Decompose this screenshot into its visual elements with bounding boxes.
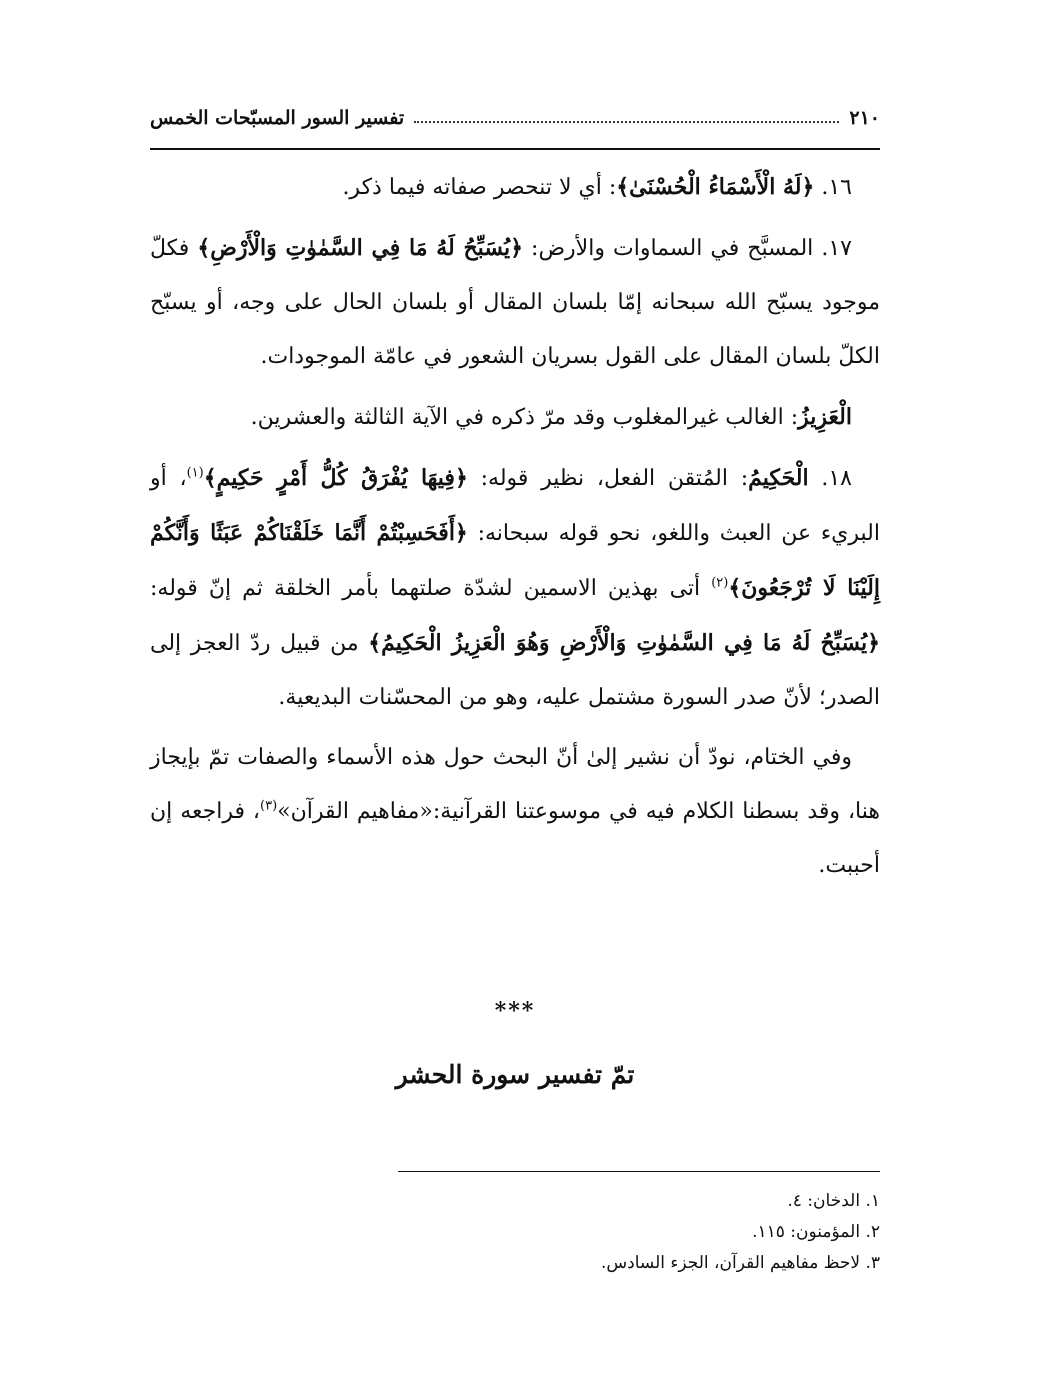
paragraph-text: : أي لا تنحصر صفاته فيما ذكر. xyxy=(342,175,617,200)
paragraph-text: ، فراجعه إن أحببت. xyxy=(150,799,880,878)
quran-verse: ﴿فِيهَا يُفْرَقُ كُلُّ أَمْرٍ حَكِيمٍ﴾ xyxy=(203,465,468,491)
footnote-ref-3[interactable]: (٣) xyxy=(260,798,278,814)
paragraph-text: المسبَّح في السماوات والأرض: xyxy=(522,236,814,261)
running-title: تفسير السور المسبّحات الخمس xyxy=(150,107,405,129)
paragraph-aziz xyxy=(150,390,880,445)
paragraph-16 xyxy=(150,160,880,215)
paragraph-18 xyxy=(150,451,880,725)
footnote-1: ١. الدخان: ٤. xyxy=(787,1191,880,1211)
item-number-17: ١٧. xyxy=(813,236,852,261)
footnote-rule xyxy=(398,1171,880,1172)
quran-verse: ﴿لَهُ الْأَسْمَاءُ الْحُسْنَىٰ﴾ xyxy=(616,174,815,200)
quran-verse: ﴿يُسَبِّحُ لَهُ مَا فِي السَّمٰوٰتِ وَالْأَرْضِ وَهُوَ الْعَزِيزُ الْحَكِيمُ﴾ xyxy=(368,630,881,656)
running-header xyxy=(150,100,880,136)
closing-title: تمّ تفسير سورة الحشر xyxy=(395,1060,635,1089)
quran-verse: ﴿يُسَبِّحُ لَهُ مَا فِي السَّمٰوٰتِ وَالْأَرْضِ﴾ xyxy=(197,235,523,261)
footnote-ref-2[interactable]: (٢) xyxy=(711,575,729,591)
paragraph-text: : المُتقن الفعل، نظير قوله: xyxy=(467,466,749,491)
paragraph-text: : الغالب غيرالمغلوب وقد مرّ ذكره في الآية الثالثة والعشرين. xyxy=(250,405,799,430)
paragraph-text: وفي الختام، نودّ أن نشير إلىٰ أنّ البحث حول هذه الأسماء والصفات تمّ بإيجاز هنا، وقد بسطنا الكلام فيه في موسوعتنا القرآنية:«مفاهيم القرآن» xyxy=(150,745,880,824)
paragraph-text: أتى بهذين الاسمين لشدّة صلتهما بأمر الخلقة ثم إنّ قوله: xyxy=(150,576,712,601)
item-number-16: ١٦. xyxy=(814,175,852,200)
paragraph-text: فكلّ موجود يسبّح الله سبحانه إمّا بلسان المقال أو بلسان الحال على وجه، أو يسبّح الكلّ بلسان المقال على القول بسريان الشعور في عامّة الموجودات. xyxy=(150,236,880,369)
paragraph-17 xyxy=(150,221,880,384)
quran-verse: ﴿أَفَحَسِبْتُمْ أَنَّمَا خَلَقْنَاكُمْ عَبَثًا وَأَنَّكُمْ إِلَيْنَا لَا تُرْجَعُونَ﴾ xyxy=(150,520,880,601)
term-hakim: الْحَكِيمُ xyxy=(748,465,809,491)
paragraph-text: من قبيل ردّ العجز إلى الصدر؛ لأنّ صدر السورة مشتمل عليه، وهو من المحسّنات البديعية. xyxy=(150,631,880,710)
paragraph-closing xyxy=(150,731,880,893)
item-number-18: ١٨. xyxy=(808,466,852,491)
main-text xyxy=(150,160,880,899)
term-aziz: الْعَزِيزُ xyxy=(798,404,852,430)
page-number: ٢١٠ xyxy=(849,107,880,129)
footnote-ref-1[interactable]: (١) xyxy=(186,465,204,481)
header-leader-dots xyxy=(414,121,839,123)
header-rule xyxy=(150,148,880,150)
footnote-2: ٢. المؤمنون: ١١٥. xyxy=(752,1222,880,1242)
paragraph-text: ، أو البريء عن العبث واللغو، نحو قوله سبحانه: xyxy=(150,466,880,546)
section-separator: *** xyxy=(494,998,536,1024)
footnotes xyxy=(150,1186,880,1279)
footnote-3: ٣. لاحظ مفاهيم القرآن، الجزء السادس. xyxy=(601,1253,880,1273)
